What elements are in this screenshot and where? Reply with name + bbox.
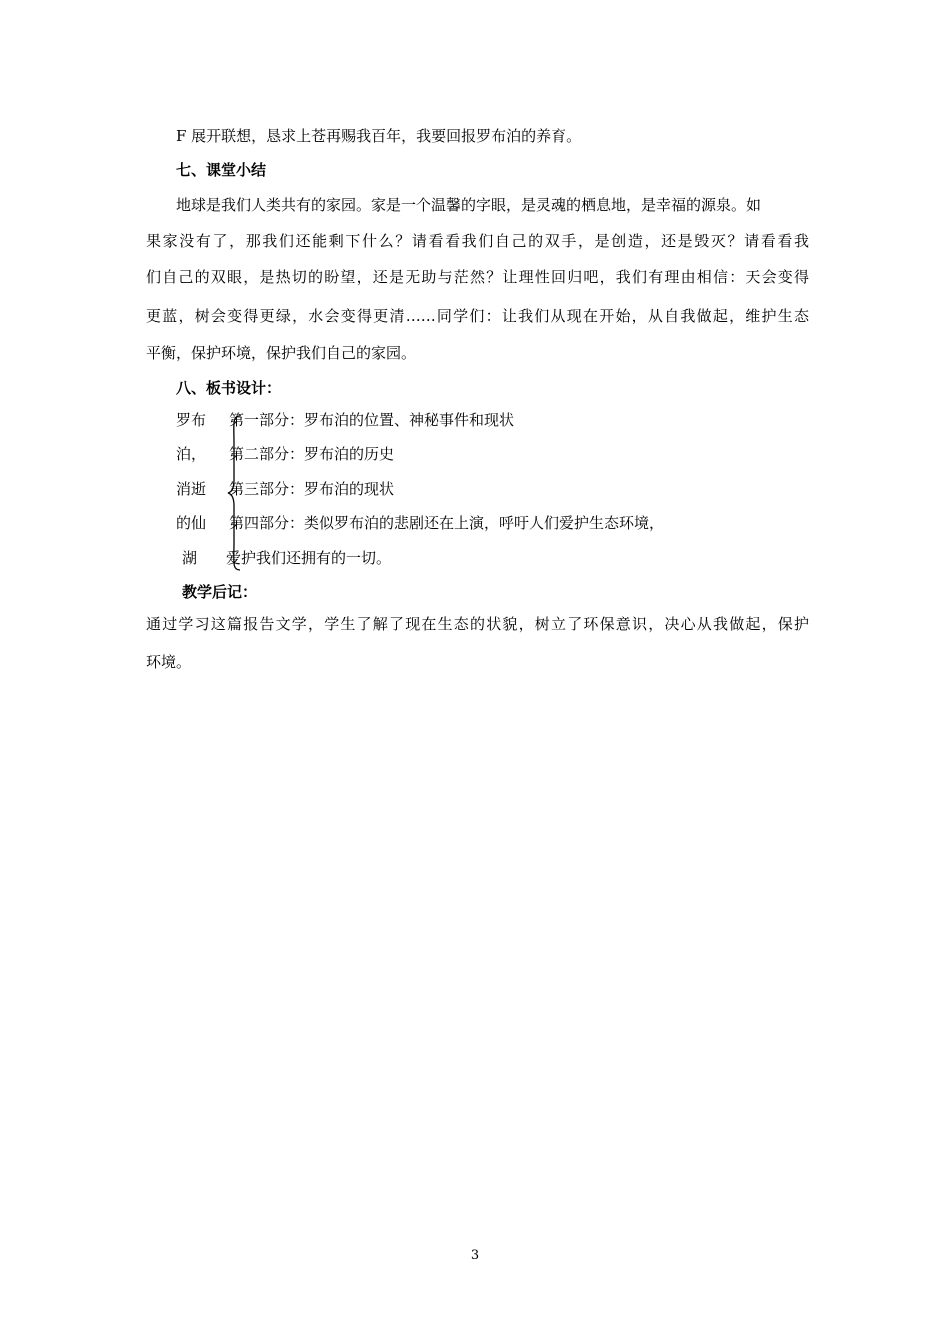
afterword-heading: 教学后记： (182, 583, 258, 601)
board-title-char-1: 罗布 (176, 411, 207, 429)
continuation-line: F 展开联想，恳求上苍再赐我百年，我要回报罗布泊的养育。 (176, 127, 582, 145)
section7-heading: 七、课堂小结 (176, 161, 267, 179)
board-part-4-continued: 爱护我们还拥有的一切。 (226, 549, 392, 567)
board-title-char-3: 消逝 (176, 480, 207, 498)
board-part-4: 第四部分：类似罗布泊的悲剧还在上演，呼吁人们爱护生态环境， (229, 514, 665, 532)
section7-para-line-5: 平衡，保护环境，保护我们自己的家园。 (146, 344, 417, 362)
section8-heading: 八、板书设计： (176, 379, 282, 397)
board-part-1: 第一部分：罗布泊的位置、神秘事件和现状 (229, 411, 515, 429)
section7-para-line-2: 果家没有了，那我们还能剩下什么？请看看我们自己的双手，是创造，还是毁灭？请看看我 (146, 232, 809, 250)
section7-para-line-3: 们自己的双眼，是热切的盼望，还是无助与茫然？让理性回归吧，我们有理由相信：天会变得 (146, 268, 809, 286)
afterword-para-line-2: 环境。 (146, 653, 192, 671)
board-part-3: 第三部分：罗布泊的现状 (229, 480, 395, 498)
afterword-para-line-1: 通过学习这篇报告文学，学生了解了现在生态的状貌，树立了环保意识，决心从我做起，保护 (146, 615, 809, 633)
board-title-char-5: 湖 (182, 549, 198, 567)
board-part-2: 第二部分：罗布泊的历史 (229, 445, 395, 463)
board-title-char-2: 泊， (176, 445, 207, 463)
board-title-char-4: 的仙 (176, 514, 207, 532)
section7-para-line-1: 地球是我们人类共有的家园。家是一个温馨的字眼，是灵魂的栖息地，是幸福的源泉。如 (176, 196, 762, 214)
page-number: 3 (470, 1248, 480, 1263)
section7-para-line-4: 更蓝，树会变得更绿，水会变得更清……同学们：让我们从现在开始，从自我做起，维护生态 (146, 307, 809, 325)
